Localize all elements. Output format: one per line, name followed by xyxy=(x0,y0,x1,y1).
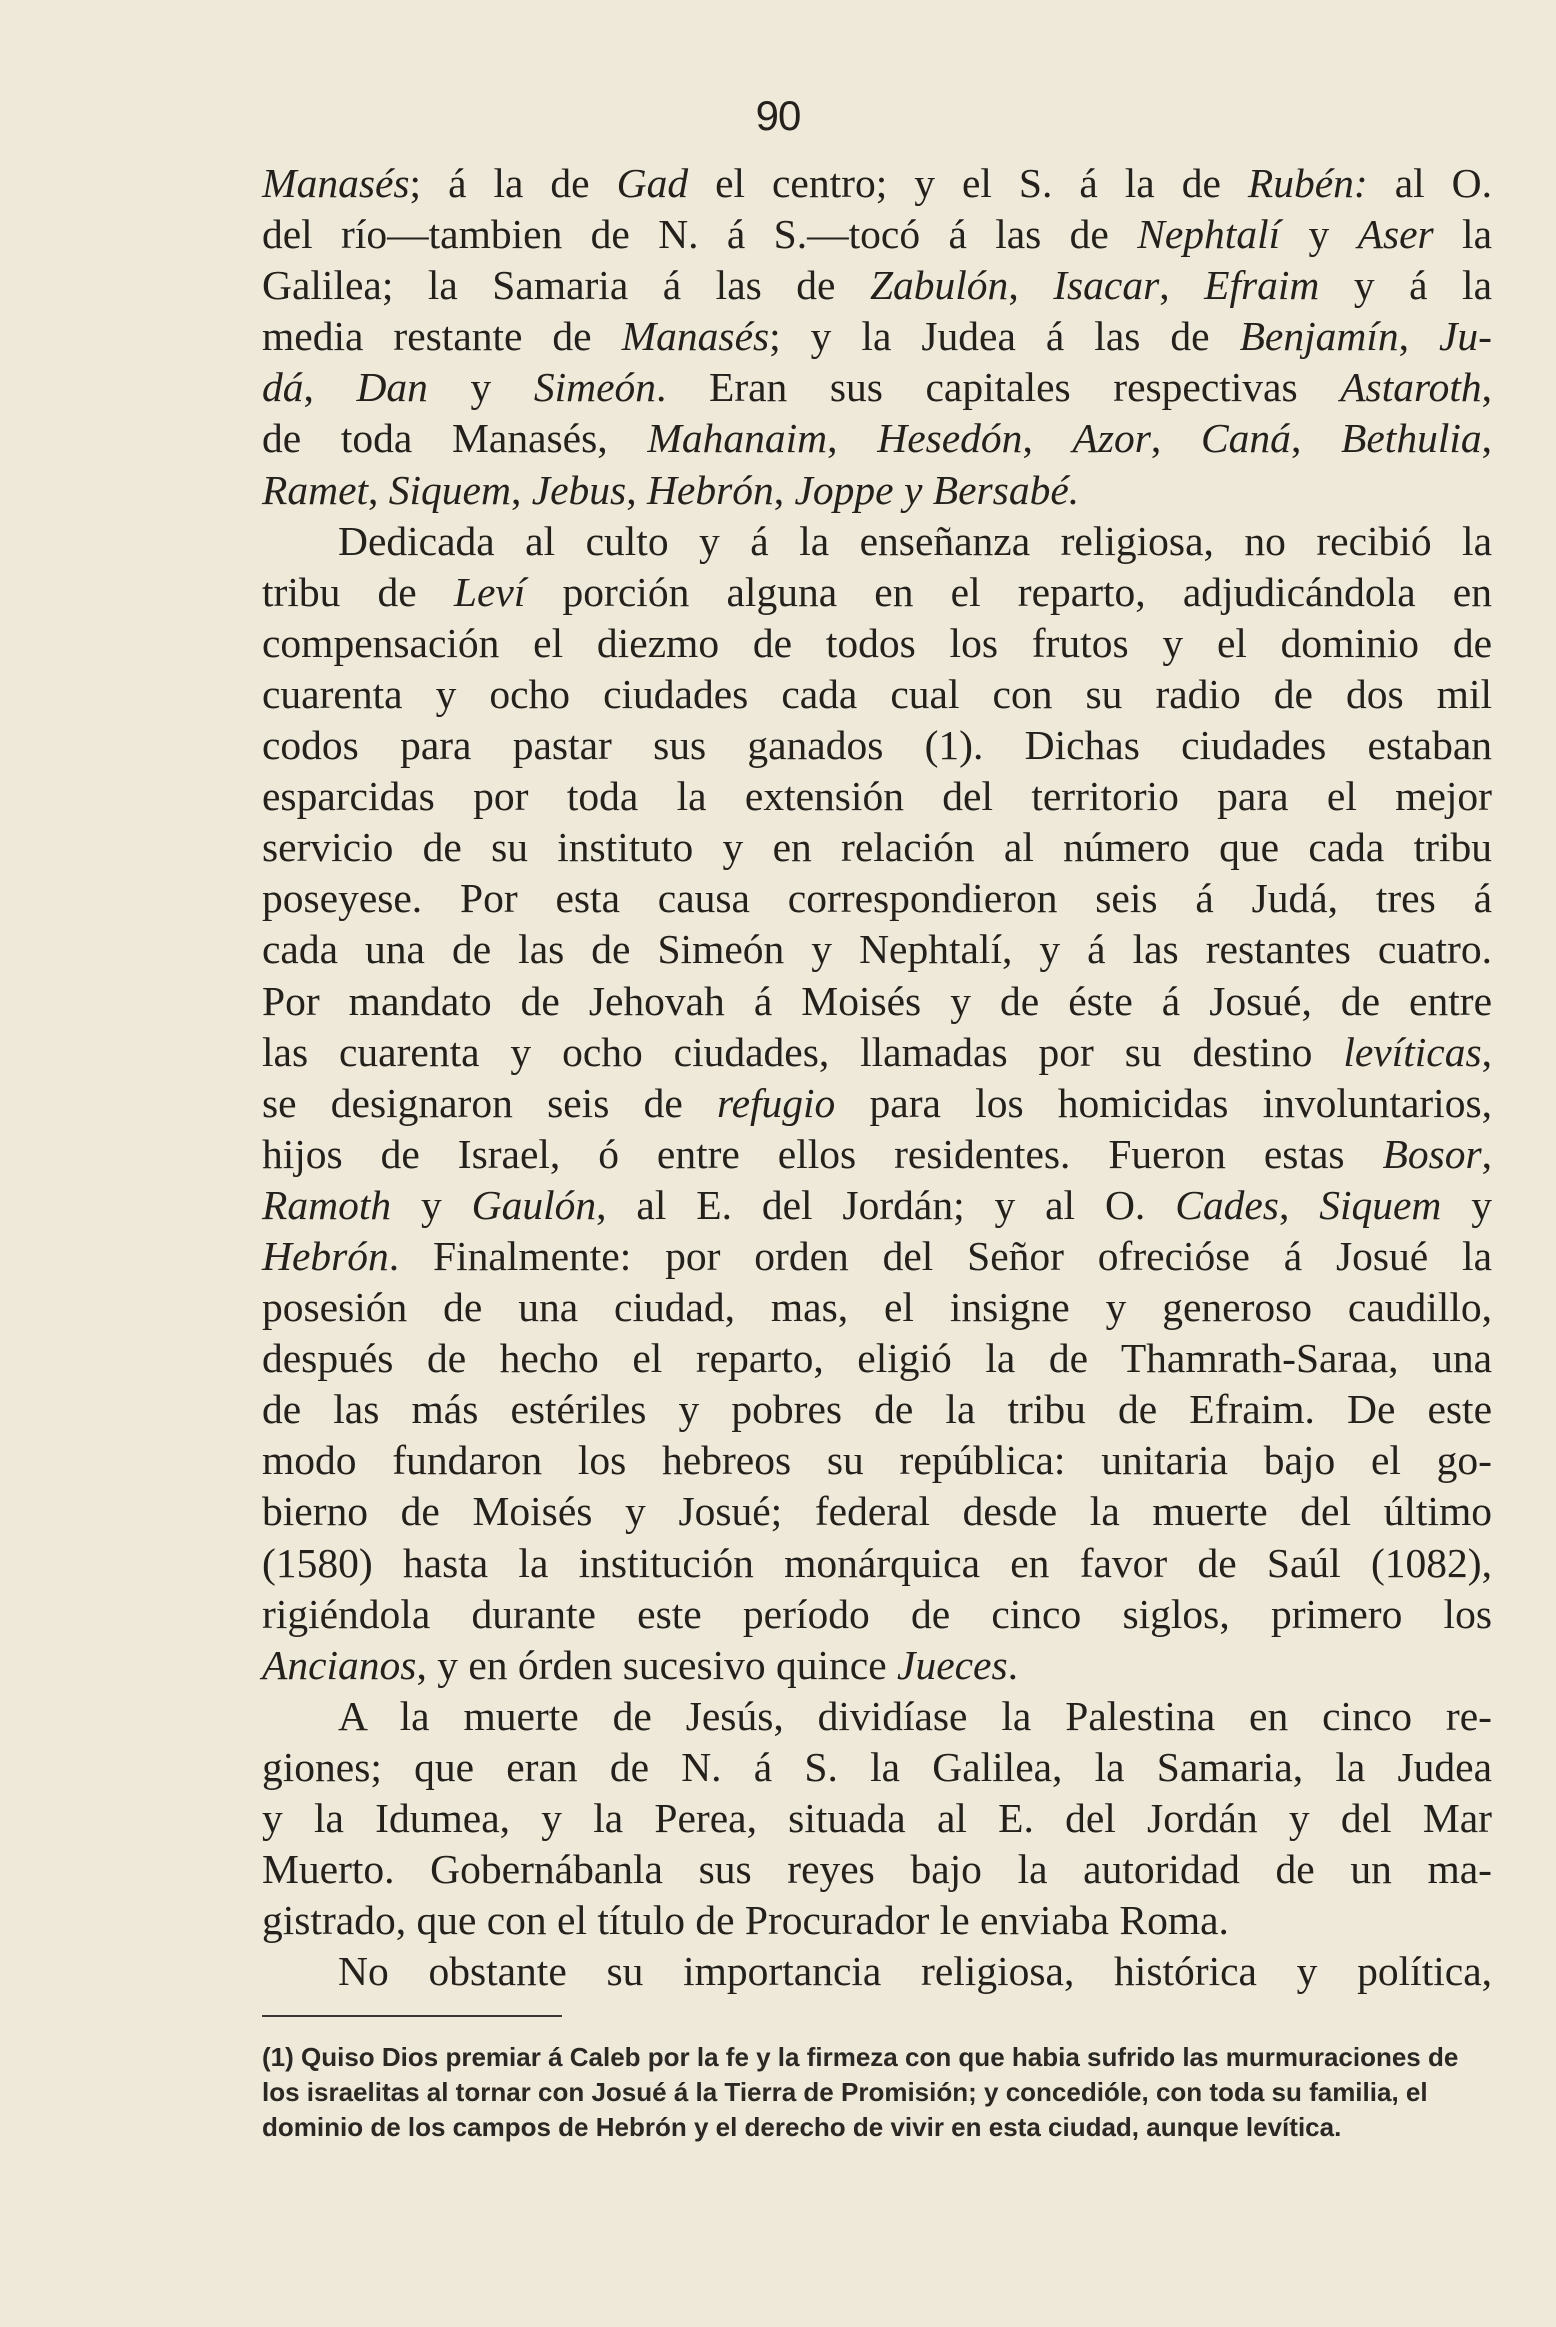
italic-term: Jebus xyxy=(531,466,627,513)
text-run: cuarenta y ocho ciudades cada cual con su radio de dos mil xyxy=(262,670,1492,717)
text-run: se designaron seis de xyxy=(262,1079,717,1126)
italic-term: Manasés xyxy=(262,160,410,206)
text-run: tribu de xyxy=(262,568,454,615)
italic-term: Manasés xyxy=(621,313,770,360)
text-run: y xyxy=(391,1181,472,1228)
italic-term: levíticas xyxy=(1343,1028,1482,1075)
text-line xyxy=(262,1384,1492,1435)
text-line xyxy=(262,516,1492,567)
text-run: , xyxy=(368,466,389,513)
italic-term: Ramoth xyxy=(262,1181,392,1228)
text-line xyxy=(262,1742,1492,1793)
text-run: la xyxy=(1433,211,1493,258)
text-line xyxy=(262,1486,1492,1537)
text-line xyxy=(262,1589,1492,1640)
italic-term: Cades xyxy=(1175,1181,1279,1228)
italic-term: Simeón xyxy=(533,364,657,411)
text-line xyxy=(262,1793,1492,1844)
text-line xyxy=(262,567,1492,618)
text-line xyxy=(262,1946,1492,1997)
text-line xyxy=(262,465,1492,516)
text-run: porción alguna en el reparto, adjudicándola en xyxy=(525,568,1492,615)
text-run: para los homicidas involuntarios, xyxy=(835,1079,1492,1126)
text-run: después de hecho el reparto, eligió la de Thamrath-Saraa, una xyxy=(262,1335,1492,1382)
text-run: , xyxy=(510,466,532,513)
italic-term: Azor xyxy=(1072,415,1151,462)
italic-term: Hebrón xyxy=(646,466,774,513)
text-run: , xyxy=(1150,415,1201,462)
text-run: A la muerte de Jesús, dividíase la Palestina en cinco re- xyxy=(338,1692,1492,1739)
text-line xyxy=(262,771,1492,822)
text-run: giones; que eran de N. á S. la Galilea, la Samaria, la Judea xyxy=(262,1743,1492,1790)
text-line xyxy=(262,1640,1492,1691)
text-run: . xyxy=(1007,1641,1018,1688)
italic-term: Ramet xyxy=(262,466,369,513)
text-run: , xyxy=(773,466,795,513)
italic-term: Rubén: xyxy=(1247,160,1368,206)
text-line xyxy=(262,1895,1492,1946)
text-line xyxy=(262,1538,1492,1589)
text-line xyxy=(262,1435,1492,1486)
italic-term: Gaulón xyxy=(471,1181,597,1228)
text-line xyxy=(262,1333,1492,1384)
text-line xyxy=(262,209,1492,260)
italic-term: Benjamín xyxy=(1239,313,1399,360)
italic-term: Hesedón xyxy=(877,415,1023,462)
italic-term: Dan xyxy=(356,364,428,411)
text-run: , xyxy=(1290,415,1342,462)
text-run: de las más estériles y pobres de la tribu de Efraim. De este xyxy=(262,1386,1492,1433)
italic-term: Mahanaim xyxy=(647,415,828,462)
italic-term: Jueces xyxy=(897,1641,1008,1688)
italic-term: Siquem xyxy=(388,466,511,513)
text-line xyxy=(262,413,1492,464)
text-line xyxy=(262,1691,1492,1742)
text-run: , xyxy=(1159,262,1205,309)
text-run: esparcidas por toda la extensión del territorio para el mejor xyxy=(262,773,1492,820)
text-line xyxy=(262,720,1492,771)
italic-term: refugio xyxy=(716,1079,836,1126)
text-run: hijos de Israel, ó entre ellos residentes. Fueron estas xyxy=(262,1130,1383,1177)
text-run: ; á la de xyxy=(409,160,617,206)
italic-term: Leví xyxy=(453,568,526,615)
italic-term: Aser xyxy=(1357,211,1434,258)
text-run: servicio de su instituto y en relación al número que cada tribu xyxy=(262,824,1492,871)
page-number: 90 xyxy=(755,92,801,139)
text-line xyxy=(262,618,1492,669)
italic-term: Ancianos xyxy=(262,1641,417,1688)
text-run: gistrado, que con el título de Procurador le enviaba Roma. xyxy=(262,1897,1229,1944)
text-run: (1580) hasta la institución monárquica en favor de Saúl (1082), xyxy=(262,1539,1492,1586)
text-run: , xyxy=(1481,364,1492,411)
text-run: las cuarenta y ocho ciudades, llamadas por su destino xyxy=(262,1028,1344,1075)
text-run: de toda Manasés, xyxy=(262,415,648,462)
italic-term: Ju- xyxy=(1439,313,1492,360)
text-run: , xyxy=(1398,313,1439,360)
text-run: , xyxy=(1481,1130,1492,1177)
text-line xyxy=(262,1129,1492,1180)
text-line xyxy=(262,158,1492,209)
italic-term: Nephtalí xyxy=(1137,211,1281,258)
italic-term: Gad xyxy=(616,160,689,206)
text-run: y xyxy=(1441,1181,1493,1228)
footnote-rule xyxy=(262,2015,562,2017)
text-line xyxy=(262,260,1492,311)
text-run: al O. xyxy=(1367,160,1492,206)
text-run: compensación el diezmo de todos los frutos y el dominio de xyxy=(262,619,1492,666)
text-line xyxy=(262,1078,1492,1129)
text-line xyxy=(262,311,1492,362)
text-run: y á la xyxy=(1319,262,1492,309)
italic-term: Efraim xyxy=(1204,262,1320,309)
text-run: No obstante su importancia religiosa, histórica y política, xyxy=(338,1948,1492,1995)
text-run: , xyxy=(1022,415,1073,462)
text-run: rigiéndola durante este período de cinco siglos, primero los xyxy=(262,1590,1492,1637)
text-run: y xyxy=(427,364,534,411)
italic-term: Isacar xyxy=(1053,262,1160,309)
text-run: Por mandato de Jehovah á Moisés y de éste á Josué, de entre xyxy=(262,977,1492,1024)
text-run: Muerto. Gobernábanla sus reyes bajo la autoridad de un ma- xyxy=(262,1846,1492,1893)
text-line xyxy=(262,1231,1492,1282)
text-run: , xyxy=(1278,1181,1320,1228)
text-run: , al E. del Jordán; y al O. xyxy=(596,1181,1176,1228)
text-run: posesión de una ciudad, mas, el insigne y generoso caudillo, xyxy=(262,1284,1492,1331)
text-line xyxy=(262,976,1492,1027)
text-line xyxy=(262,924,1492,975)
text-line xyxy=(262,822,1492,873)
text-run: . Eran sus capitales respectivas xyxy=(656,364,1341,411)
text-line xyxy=(262,1027,1492,1078)
text-line xyxy=(262,1282,1492,1333)
text-run: el centro; y el S. á la de xyxy=(688,160,1248,206)
text-line xyxy=(262,362,1492,413)
italic-term: Bethulia xyxy=(1341,415,1482,462)
text-run: . Finalmente: por orden del Señor ofrecióse á Josué la xyxy=(388,1232,1492,1279)
text-run: media restante de xyxy=(262,313,622,360)
text-run: modo fundaron los hebreos su república: unitaria bajo el go- xyxy=(262,1437,1492,1484)
footnote: (1) Quiso Dios premiar á Caleb por la fe y la firmeza con que habia sufrido las murmuraciones de los israelitas al tornar con Josué á la Tierra de Promisión; y concedióle, con toda su familia, el dominio de los campos de Hebrón y el derecho de vivir en esta ciudad, aunque levítica. xyxy=(262,2042,1459,2142)
text-run: , xyxy=(1481,415,1493,462)
italic-term: dá xyxy=(262,364,304,411)
text-run: , xyxy=(827,415,878,462)
italic-term: Astaroth xyxy=(1340,364,1482,411)
body-text xyxy=(262,158,1492,1997)
text-run: , xyxy=(1481,1028,1492,1075)
text-run: , xyxy=(303,364,357,411)
italic-term: Joppe y Bersabé. xyxy=(794,466,1080,513)
italic-term: Hebrón xyxy=(262,1232,389,1279)
text-run: Dedicada al culto y á la enseñanza religiosa, no recibió la xyxy=(338,517,1492,564)
text-run: , xyxy=(1008,262,1054,309)
text-run: codos para pastar sus ganados (1). Dichas ciudades estaban xyxy=(262,722,1492,769)
text-run: Galilea; la Samaria á las de xyxy=(262,262,870,309)
text-line xyxy=(262,873,1492,924)
text-run: cada una de las de Simeón y Nephtalí, y á las restantes cuatro. xyxy=(262,926,1492,973)
italic-term: Zabulón xyxy=(869,262,1009,309)
text-run: , xyxy=(626,466,647,513)
text-line xyxy=(262,1180,1492,1231)
text-run: , y en órden sucesivo quince xyxy=(416,1641,898,1688)
italic-term: Siquem xyxy=(1319,1181,1442,1228)
text-run: bierno de Moisés y Josué; federal desde la muerte del último xyxy=(262,1488,1492,1535)
italic-term: Bosor xyxy=(1382,1130,1482,1177)
text-line xyxy=(262,669,1492,720)
text-run: poseyese. Por esta causa correspondieron seis á Judá, tres á xyxy=(262,875,1492,922)
text-run: ; y la Judea á las de xyxy=(769,313,1240,360)
text-line xyxy=(262,1844,1492,1895)
text-run: y la Idumea, y la Perea, situada al E. del Jordán y del Mar xyxy=(262,1795,1492,1841)
text-run: del río—tambien de N. á S.—tocó á las de xyxy=(262,211,1138,258)
italic-term: Caná xyxy=(1201,415,1291,462)
text-run: y xyxy=(1280,211,1358,258)
